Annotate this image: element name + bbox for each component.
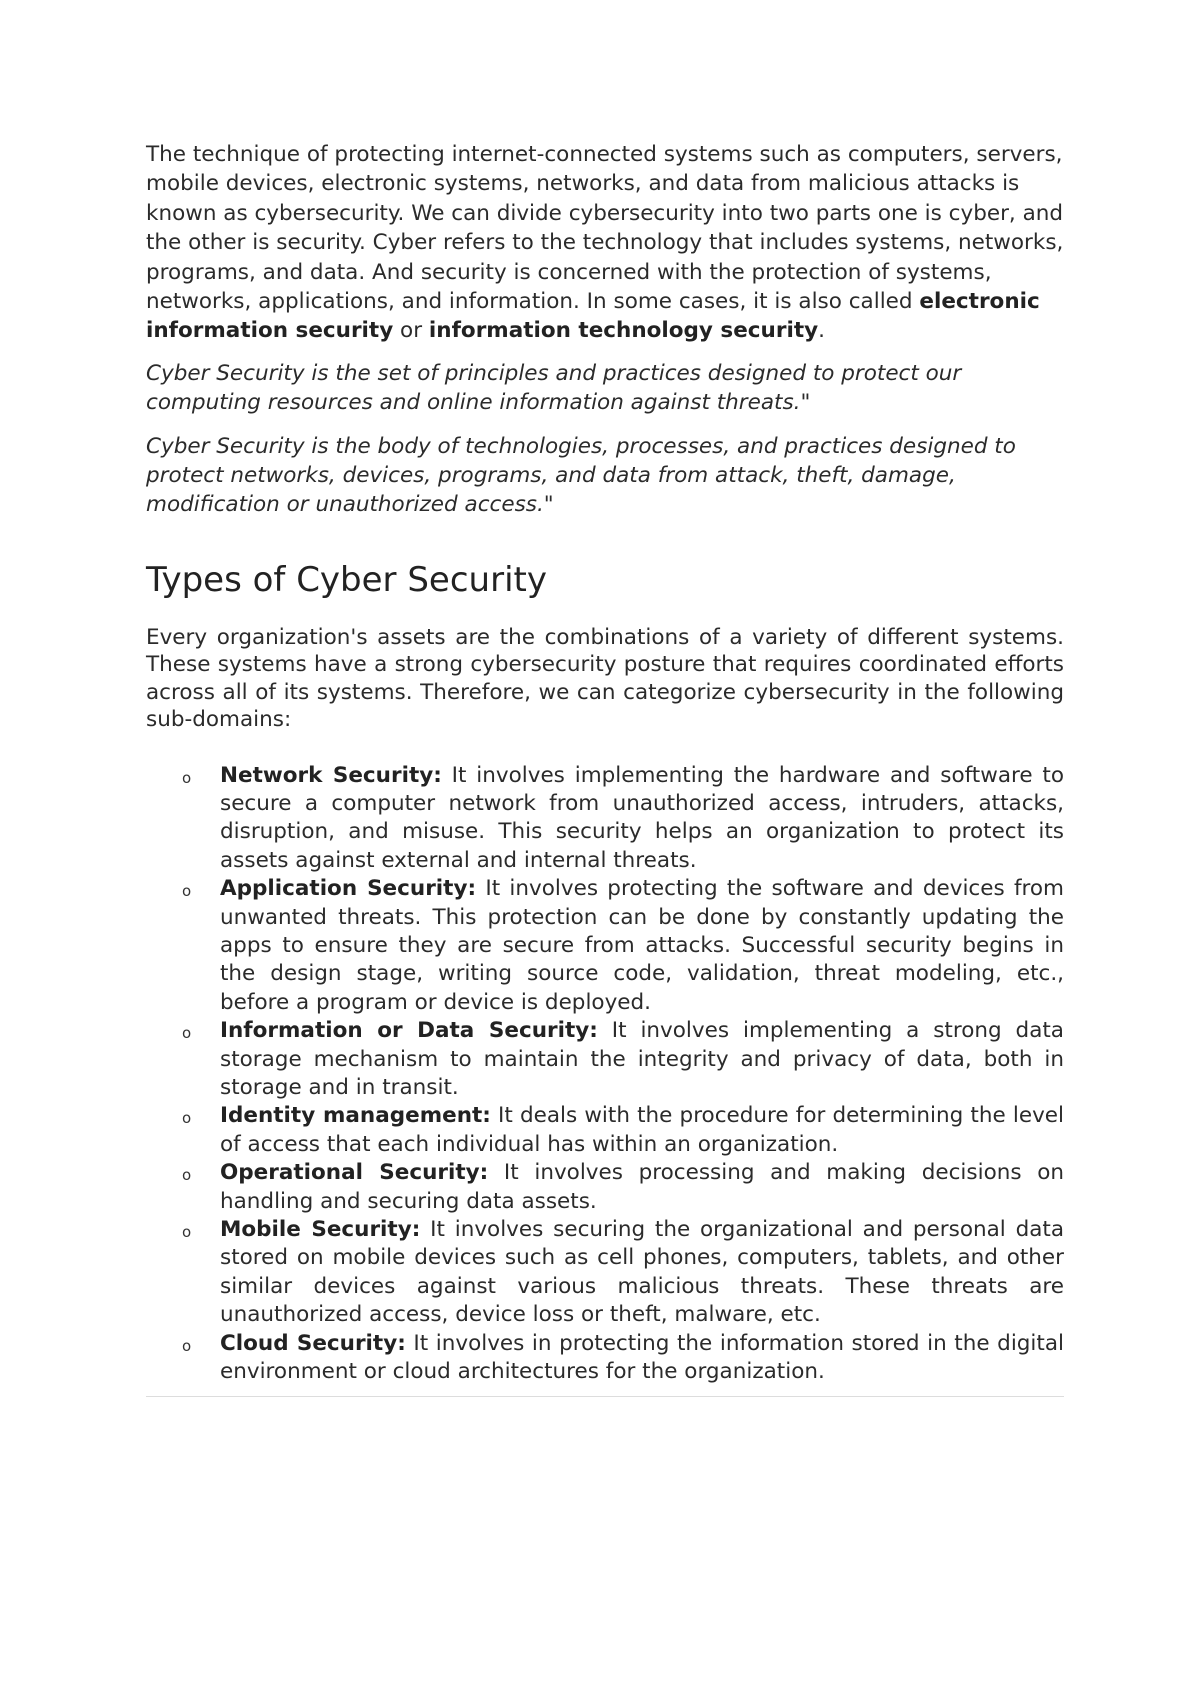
list-item <box>182 1216 1064 1330</box>
intro-bold-term-1: electronic information security <box>146 289 1040 344</box>
bullet-icon: o <box>182 1336 192 1355</box>
intro-text-2: or <box>393 318 429 344</box>
intro-bold-term-2: information technology security <box>428 318 819 344</box>
intro-text-3: . <box>818 318 825 344</box>
definition-quote-2: Cyber Security is the body of technologies, processes, and practices designed to protect networks, devices, programs, and data from attack, theft, damage, modification or unauthorized access." <box>146 433 1016 518</box>
list-item <box>182 1102 1064 1159</box>
list-item-term: Application Security: <box>220 876 477 902</box>
bullet-icon: o <box>182 1223 192 1241</box>
list-item <box>182 1159 1065 1216</box>
list-item-term: Identity management: <box>220 1103 491 1129</box>
bullet-icon: o <box>182 1109 192 1128</box>
list-item-desc: It involves securing the organizational and personal data stored on mobile devices such as cell phones, computers, tablets, and other similar devices against various malicious threats. These threats are unauthorized access, device loss or theft, malware, etc. <box>220 1217 1064 1328</box>
intro-paragraph <box>146 140 1064 346</box>
bullet-icon: o <box>182 1024 192 1043</box>
list-item-term: Cloud Security: <box>220 1330 406 1356</box>
section-heading: Types of Cyber Security <box>146 559 547 600</box>
list-item-desc: It involves in protecting the information stored in the digital environment or cloud architectures for the organization. <box>220 1330 1064 1385</box>
document-page <box>146 140 1064 1397</box>
list-item <box>182 1017 1064 1102</box>
list-item-desc: It involves protecting the software and devices from unwanted threats. This protection can be done by constantly updating the apps to ensure they are secure from attacks. Successful security begins in the design stage, writing source code, validation, threat modeling, etc., before a program or device is deployed. <box>220 876 1064 1015</box>
intro-text-1: The technique of protecting internet-connected systems such as computers, servers, mobile devices, electronic systems, networks, and data from malicious attacks is known as cybersecurity. We can divide cybersecurity into two parts one is cyber, and the other is security. Cyber refers to the technology that includes systems, networks, programs, and data. And security is concerned with the protection of systems, networks, applications, and information. In some cases, it is also called <box>146 142 1064 315</box>
subdomain-list <box>146 762 1064 1398</box>
definition-quote-1: Cyber Security is the set of principles and practices designed to protect our computing resources and online information against threats." <box>146 360 962 416</box>
bullet-icon: o <box>182 1166 192 1185</box>
list-item-term: Mobile Security: <box>220 1217 421 1242</box>
section-paragraph: Every organization's assets are the combinations of a variety of different systems. These systems have a strong cybersecurity posture that requires coordinated efforts across all of its systems. Therefore, we can categorize cybersecurity in the following sub-domains: <box>146 624 1064 733</box>
list-item-desc: It involves implementing the hardware and software to secure a computer network from unauthorized access, intruders, attacks, disruption, and misuse. This security helps an organization to protect its assets against external and internal threats. <box>220 762 1065 873</box>
bullet-icon: o <box>182 768 192 787</box>
list-item <box>182 875 1064 1017</box>
list-item-term: Information or Data Security: <box>220 1018 598 1044</box>
list-item <box>182 1330 1064 1387</box>
list-item-desc: It deals with the procedure for determining the level of access that each individual has within an organization. <box>220 1103 1064 1157</box>
list-item-term: Network Security: <box>220 762 442 788</box>
bullet-icon: o <box>182 882 192 901</box>
list-item-term: Operational Security: <box>220 1160 489 1186</box>
list-item <box>182 762 1065 876</box>
list-item-desc: It involves processing and making decisions on handling and securing data assets. <box>220 1160 1065 1214</box>
list-item-desc: It involves implementing a strong data storage mechanism to maintain the integrity and privacy of data, both in storage and in transit. <box>220 1018 1064 1100</box>
